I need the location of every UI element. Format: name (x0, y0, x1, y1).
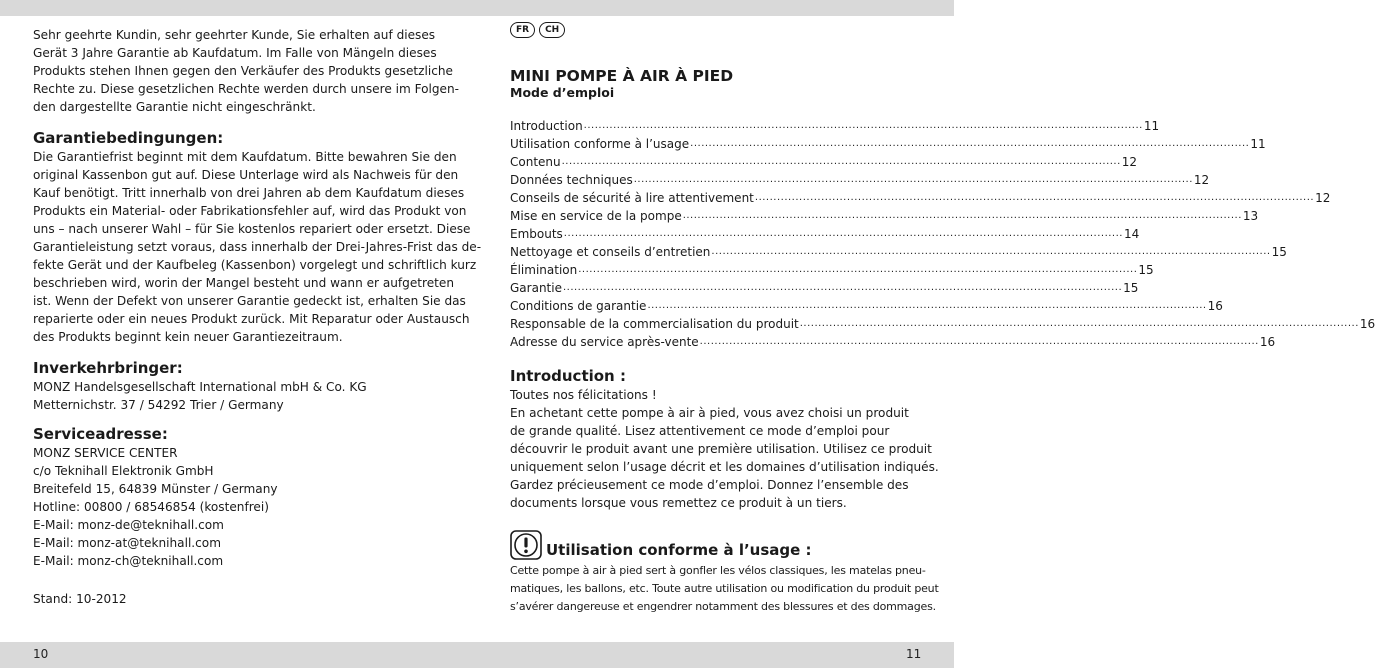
text-line: den dargestellte Garantie nicht eingeschränkt. (33, 100, 316, 114)
text-line: ist. Wenn der Defekt von unserer Garantie gedeckt ist, erhalten Sie das (33, 294, 466, 308)
left-page (33, 26, 482, 608)
toc-page: 16 (1359, 317, 1375, 331)
toc-page: 13 (1242, 209, 1259, 223)
text-line: beschrieben wird, worin der Mangel besteht und wann er aufgetreten (33, 276, 455, 290)
email-link: E-Mail: monz-de@teknihall.com (33, 518, 224, 532)
toc-entry[interactable] (510, 189, 1331, 207)
toc-page: 15 (1123, 281, 1139, 295)
toc-label: Adresse du service après-vente (510, 335, 699, 349)
toc-page: 15 (1271, 245, 1287, 259)
stand-date: Stand: 10-2012 (33, 592, 127, 606)
inverkehr-paragraph (33, 378, 445, 414)
intro-paragraph (510, 386, 939, 512)
product-title: MINI POMPE À AIR À PIED (510, 67, 734, 85)
toc-label: Élimination (510, 263, 578, 277)
text-line: Breitefeld 15, 64839 Münster / Germany (33, 482, 278, 496)
email-link: E-Mail: monz-at@teknihall.com (33, 536, 221, 550)
usage-paragraph (510, 562, 939, 616)
text-line: reparierte oder ein neues Produkt zurück. Mit Reparatur oder Austausch (33, 312, 470, 326)
toc-label: Introduction (510, 119, 583, 133)
intro-paragraph (33, 26, 460, 116)
text-line: Garantieleistung setzt voraus, dass innerhalb der Drei-Jahres-Frist das de- (33, 240, 482, 254)
top-band (0, 0, 954, 16)
toc-label: Utilisation conforme à l’usage (510, 137, 690, 151)
toc-entry[interactable] (510, 333, 1276, 351)
text-line: Produkts ein Material- oder Fabrikationsfehler auf, wird das Produkt von (33, 204, 467, 218)
text-line: Metternichstr. 37 / 54292 Trier / Germany (33, 398, 284, 412)
text-line: Kauf benötigt. Tritt innerhalb von drei Jahren ab dem Kaufdatum dieses (33, 186, 465, 200)
text-line: uniquement selon l’usage décrit et les domaines d’utilisation indiqués. (510, 460, 939, 474)
toc-leader-dots: ........................................................................................................................................................ (583, 120, 1143, 131)
toc-leader-dots: ........................................................................................................................................................ (690, 138, 1250, 149)
toc-entry[interactable] (510, 261, 1154, 279)
page-number-right: 11 (906, 647, 922, 661)
page-number-left: 10 (33, 647, 49, 661)
toc-label: Embouts (510, 227, 563, 241)
text-line: Gerät 3 Jahre Garantie ab Kaufdatum. Im Falle von Mängeln dieses (33, 46, 437, 60)
text-line: En achetant cette pompe à air à pied, vous avez choisi un produit (510, 406, 909, 420)
inverkehr-heading: Inverkehrbringer: (33, 359, 183, 377)
toc-entry[interactable] (510, 315, 1375, 333)
toc-entry[interactable] (510, 135, 1266, 153)
text-line: Toutes nos félicitations ! (510, 388, 657, 402)
toc-entry[interactable] (510, 225, 1140, 243)
toc-page: 11 (1250, 137, 1266, 151)
toc-entry[interactable] (510, 279, 1139, 297)
toc-label: Nettoyage et conseils d’entretien (510, 245, 711, 259)
toc-page: 14 (1123, 227, 1140, 241)
text-line: des Produkts beginnt kein neuer Garantiezeitraum. (33, 330, 343, 344)
toc-entry[interactable] (510, 243, 1287, 261)
toc-leader-dots: ........................................................................................................................................................ (563, 228, 1123, 239)
text-line: original Kassenbon gut auf. Diese Unterlage wird als Nachweis für den (33, 168, 459, 182)
toc-leader-dots: ........................................................................................................................................................ (578, 264, 1138, 275)
toc-label: Données techniques (510, 173, 633, 187)
text-line: Produkts stehen Ihnen gegen den Verkäufer des Produkts gesetzliche (33, 64, 453, 78)
text-line: s’avérer dangereuse et engendrer notamment des blessures et des dommages. (510, 600, 936, 613)
country-badge-ch: CH (539, 22, 565, 38)
toc-leader-dots: ........................................................................................................................................................ (699, 336, 1259, 347)
text-line: MONZ Handelsgesellschaft International mbH & Co. KG (33, 380, 367, 394)
toc-entry[interactable] (510, 171, 1210, 189)
text-line: Gardez précieusement ce mode d’emploi. Donnez l’ensemble des (510, 478, 909, 492)
toc-page: 11 (1143, 119, 1160, 133)
text-line: matiques, les ballons, etc. Toute autre utilisation ou modification du produit peut (510, 582, 939, 595)
email-link: E-Mail: monz-ch@teknihall.com (33, 554, 224, 568)
text-line: Die Garantiefrist beginnt mit dem Kaufdatum. Bitte bewahren Sie den (33, 150, 457, 164)
toc-leader-dots: ........................................................................................................................................................ (682, 210, 1242, 221)
country-badges (510, 22, 920, 40)
usage-heading: Utilisation conforme à l’usage : (546, 541, 812, 559)
service-heading: Serviceadresse: (33, 425, 168, 443)
toc-label: Garantie (510, 281, 562, 295)
text-line: uns – nach unserer Wahl – für Sie kostenlos repariert oder ersetzt. Diese (33, 222, 471, 236)
manual-subtitle: Mode d’emploi (510, 85, 615, 100)
garantie-heading: Garantiebedingungen: (33, 129, 224, 147)
text-line: Sehr geehrte Kundin, sehr geehrter Kunde, Sie erhalten auf dieses (33, 28, 436, 42)
toc-label: Contenu (510, 155, 561, 169)
usage-heading-row (510, 526, 920, 560)
text-line: fekte Gerät und der Kaufbeleg (Kassenbon) vorgelegt und schriftlich kurz (33, 258, 477, 272)
text-line: documents lorsque vous remettez ce produit à un tiers. (510, 496, 847, 510)
toc-page: 12 (1315, 191, 1331, 205)
text-line: Cette pompe à air à pied sert à gonfler les vélos classiques, les matelas pneu- (510, 564, 926, 577)
toc-page: 12 (1193, 173, 1210, 187)
toc-page: 16 (1259, 335, 1276, 349)
text-line: Rechte zu. Diese gesetzlichen Rechte werden durch unsere im Folgen- (33, 82, 460, 96)
toc-leader-dots: ........................................................................................................................................................ (633, 174, 1193, 185)
text-line: c/o Teknihall Elektronik GmbH (33, 464, 214, 478)
toc-entry[interactable] (510, 153, 1138, 171)
toc-leader-dots: ........................................................................................................................................................ (711, 246, 1271, 257)
warning-exclamation-icon (510, 530, 542, 560)
right-page (510, 22, 1375, 616)
toc-page: 12 (1121, 155, 1138, 169)
service-address (33, 444, 445, 570)
toc-leader-dots: ........................................................................................................................................................ (647, 300, 1207, 311)
toc-page: 15 (1138, 263, 1154, 277)
toc-label: Conseils de sécurité à lire attentivement (510, 191, 754, 205)
text-line: MONZ SERVICE CENTER (33, 446, 178, 460)
intro-heading: Introduction : (510, 367, 626, 385)
toc-label: Mise en service de la pompe (510, 209, 682, 223)
table-of-contents (510, 117, 1375, 351)
garantie-paragraph (33, 148, 482, 346)
toc-leader-dots: ........................................................................................................................................................ (562, 282, 1123, 293)
toc-entry[interactable] (510, 297, 1223, 315)
toc-label: Conditions de garantie (510, 299, 647, 313)
text-line: de grande qualité. Lisez attentivement ce mode d’emploi pour (510, 424, 890, 438)
toc-entry[interactable] (510, 207, 1259, 225)
toc-label: Responsable de la commercialisation du produit (510, 317, 799, 331)
toc-leader-dots: ........................................................................................................................................................ (799, 318, 1359, 329)
text-line: Hotline: 00800 / 68546854 (kostenfrei) (33, 500, 269, 514)
bottom-band (0, 642, 954, 668)
text-line: découvrir le produit avant une première utilisation. Utilisez ce produit (510, 442, 932, 456)
country-badge-fr: FR (510, 22, 535, 38)
toc-leader-dots: ........................................................................................................................................................ (561, 156, 1121, 167)
toc-entry[interactable] (510, 117, 1160, 135)
toc-page: 16 (1207, 299, 1223, 313)
toc-leader-dots: ........................................................................................................................................................ (754, 192, 1315, 203)
